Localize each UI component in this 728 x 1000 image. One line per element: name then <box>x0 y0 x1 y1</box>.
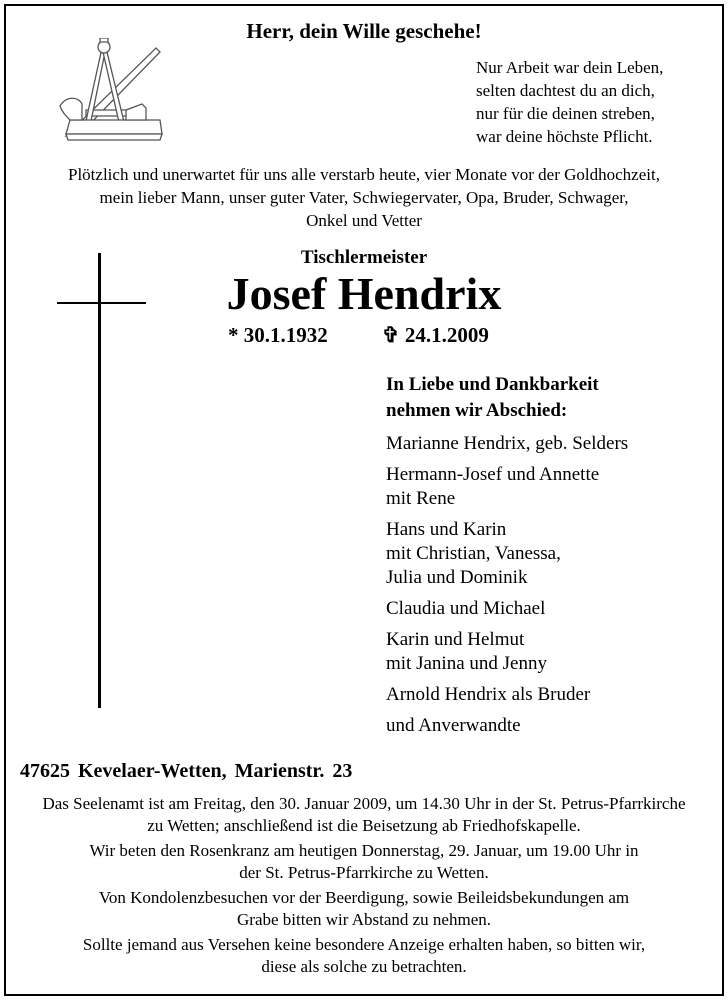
mourner-entry <box>386 432 628 456</box>
notice-paragraph <box>14 887 714 931</box>
poem-line: Nur Arbeit war dein Leben, <box>476 58 664 77</box>
mourner-line: Karin und Helmut <box>386 629 525 650</box>
mourner-line: Hans und Karin <box>386 519 507 540</box>
mourner-line: Julia und Dominik <box>386 567 528 588</box>
mourner-line: Hermann-Josef und Annette <box>386 464 600 485</box>
carpenter-tools-icon <box>56 38 168 144</box>
mourner-entry <box>386 628 628 676</box>
notice-paragraph <box>14 934 714 978</box>
funeral-notices <box>14 793 714 981</box>
mourner-entry <box>386 683 628 707</box>
intro-line: mein lieber Mann, unser guter Vater, Schwiegervater, Opa, Bruder, Schwager, <box>99 188 629 207</box>
notice-line: Das Seelenamt ist am Freitag, den 30. Januar 2009, um 14.30 Uhr in der St. Petrus-Pfarrkirche <box>42 794 686 813</box>
poem-line: war deine höchste Pflicht. <box>476 127 653 146</box>
deceased-title: Tischlermeister <box>300 247 428 268</box>
mourner-entry <box>386 597 628 621</box>
mourner-line: und Anverwandte <box>386 715 521 736</box>
notice-line: Von Kondolenzbesuchen vor der Beerdigung, sowie Beileidsbekundungen am <box>98 888 630 907</box>
mourner-entry <box>386 518 628 590</box>
intro-text <box>20 163 708 232</box>
notice-line: zu Wetten; anschließend ist die Beisetzung ab Friedhofskapelle. <box>147 816 581 835</box>
motto: Herr, dein Wille geschehe! <box>246 19 482 43</box>
farewell-text <box>386 372 599 424</box>
poem <box>476 56 663 148</box>
intro-line: Plötzlich und unerwartet für uns alle verstarb heute, vier Monate vor der Goldhochzeit, <box>68 165 660 184</box>
notice-line: Sollte jemand aus Versehen keine besondere Anzeige erhalten haben, so bitten wir, <box>82 935 646 954</box>
family-address: 47625 Kevelaer-Wetten, Marienstr. 23 <box>20 760 353 782</box>
mourner-line: Claudia und Michael <box>386 598 546 619</box>
notice-paragraph <box>14 793 714 837</box>
mourners-list <box>386 432 628 745</box>
notice-line: Wir beten den Rosenkranz am heutigen Donnerstag, 29. Januar, um 19.00 Uhr in <box>89 841 639 860</box>
notice-paragraph <box>14 840 714 884</box>
death-date: 24.1.2009 <box>404 323 489 347</box>
mourner-line: Arnold Hendrix als Bruder <box>386 684 591 705</box>
poem-line: selten dachtest du an dich, <box>476 81 655 100</box>
mourner-entry <box>386 463 628 511</box>
notice-line: der St. Petrus-Pfarrkirche zu Wetten. <box>239 863 489 882</box>
poem-line: nur für die deinen streben, <box>476 104 655 123</box>
farewell-line: In Liebe und Dankbarkeit <box>386 374 599 395</box>
mourner-line: mit Christian, Vanessa, <box>386 543 561 564</box>
notice-line: Grabe bitten wir Abstand zu nehmen. <box>237 910 491 929</box>
mourner-line: mit Rene <box>386 488 456 509</box>
deceased-name: Josef Hendrix <box>226 268 502 319</box>
intro-line: Onkel und Vetter <box>306 211 422 230</box>
death-date-group <box>382 323 489 348</box>
death-cross-icon: ✞ <box>382 323 400 347</box>
farewell-line: nehmen wir Abschied: <box>386 400 568 421</box>
mourner-entry <box>386 714 628 738</box>
mourner-line: mit Janina und Jenny <box>386 653 547 674</box>
birth-date: * 30.1.1932 <box>228 323 328 347</box>
notice-line: diese als solche zu betrachten. <box>261 957 467 976</box>
mourner-line: Marianne Hendrix, geb. Selders <box>386 433 629 454</box>
